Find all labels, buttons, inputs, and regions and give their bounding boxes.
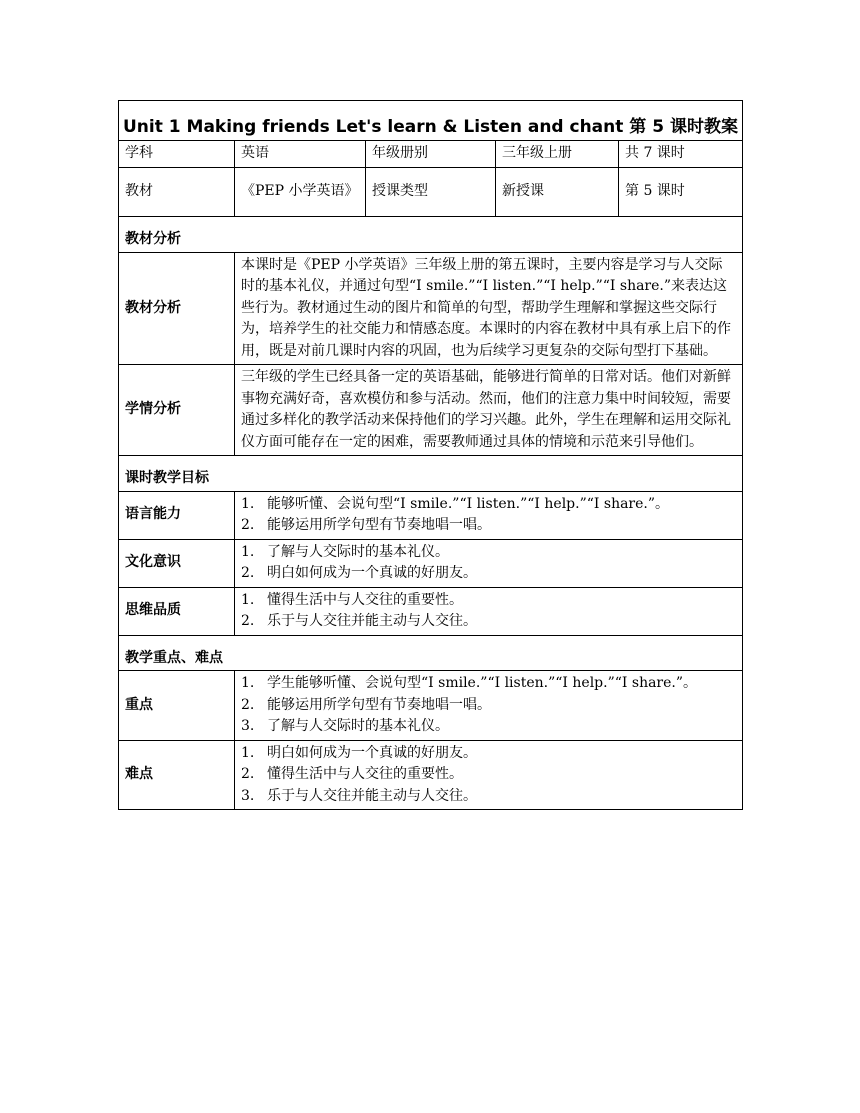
list-item: 3. 乐于与人交往并能主动与人交往。	[241, 787, 477, 804]
grade-value: 三年级上册	[496, 141, 619, 168]
section-title-key-points: 教学重点、难点	[119, 635, 743, 671]
key-point-content	[235, 671, 743, 741]
list-item: 1. 明白如何成为一个真诚的好朋友。	[241, 744, 477, 761]
goal-culture-content	[235, 539, 743, 587]
subject-label: 学科	[119, 141, 235, 168]
section-header-key-points	[119, 635, 743, 671]
key-point-label: 重点	[119, 671, 235, 741]
material-analysis-label: 教材分析	[119, 252, 235, 365]
list-item: 1. 了解与人交际时的基本礼仪。	[241, 543, 449, 560]
list-item: 1. 学生能够听懂、会说句型“I smile.”“I listen.”“I help.”“I share.”。	[241, 675, 698, 691]
student-analysis-row	[119, 365, 743, 456]
goal-thinking-content	[235, 587, 743, 635]
lesson-number: 第 5 课时	[619, 168, 743, 217]
difficult-point-label: 难点	[119, 740, 235, 810]
list-item: 2. 懂得生活中与人交往的重要性。	[241, 766, 463, 782]
student-analysis-text: 三年级的学生已经具备一定的英语基础，能够进行简单的日常对话。他们对新鲜事物充满好奇，喜欢模仿和参与活动。然而，他们的注意力集中时间较短，需要通过多样化的教学活动来保持他们的学习兴趣。此外，学生在理解和运用交际礼仪方面可能存在一定的困难，需要教师通过具体的情境和示范来引导他们。	[235, 365, 743, 456]
textbook-label: 教材	[119, 168, 235, 217]
section-header-goals	[119, 456, 743, 492]
section-title-goals: 课时教学目标	[119, 456, 743, 492]
list-item: 1. 能够听懂、会说句型“I smile.”“I listen.”“I help.”“I share.”。	[241, 495, 670, 512]
info-row-2	[119, 168, 743, 217]
info-row-1	[119, 141, 743, 168]
list-item: 2. 乐于与人交往并能主动与人交往。	[241, 613, 477, 629]
title-row	[119, 101, 743, 141]
subject-value: 英语	[235, 141, 366, 168]
list-item: 1. 懂得生活中与人交往的重要性。	[241, 591, 463, 608]
goal-language-content	[235, 491, 743, 539]
grade-label: 年级册别	[366, 141, 496, 168]
section-title-material: 教材分析	[119, 217, 743, 253]
textbook-value: 《PEP 小学英语》	[235, 168, 366, 217]
lesson-plan-document	[118, 100, 742, 810]
difficult-point-row	[119, 740, 743, 810]
goal-language-label: 语言能力	[119, 491, 235, 539]
lesson-plan-table	[118, 100, 743, 810]
total-lessons: 共 7 课时	[619, 141, 743, 168]
key-point-row	[119, 671, 743, 741]
lesson-type-value: 新授课	[496, 168, 619, 217]
goal-row-culture	[119, 539, 743, 587]
difficult-point-content	[235, 740, 743, 810]
material-analysis-row	[119, 252, 743, 365]
document-title: Unit 1 Making friends Let's learn & Listen and chant 第 5 课时教案	[119, 101, 743, 141]
goal-culture-label: 文化意识	[119, 539, 235, 587]
section-header-material	[119, 217, 743, 253]
goal-row-thinking	[119, 587, 743, 635]
student-analysis-label: 学情分析	[119, 365, 235, 456]
list-item: 2. 能够运用所学句型有节奏地唱一唱。	[241, 696, 491, 713]
list-item: 2. 明白如何成为一个真诚的好朋友。	[241, 565, 477, 581]
goal-row-language	[119, 491, 743, 539]
list-item: 2. 能够运用所学句型有节奏地唱一唱。	[241, 517, 491, 533]
material-analysis-text: 本课时是《PEP 小学英语》三年级上册的第五课时，主要内容是学习与人交际时的基本礼仪，并通过句型“I smile.”“I listen.”“I help.”“I share.”来表达这些行为。教材通过生动的图片和简单的句型，帮助学生理解和掌握这些交际行为，培养学生的社交能力和情感态度。本课时的内容在教材中具有承上启下的作用，既是对前几课时内容的巩固，也为后续学习更复杂的交际句型打下基础。	[235, 252, 743, 365]
goal-thinking-label: 思维品质	[119, 587, 235, 635]
list-item: 3. 了解与人交际时的基本礼仪。	[241, 718, 449, 734]
lesson-type-label: 授课类型	[366, 168, 496, 217]
